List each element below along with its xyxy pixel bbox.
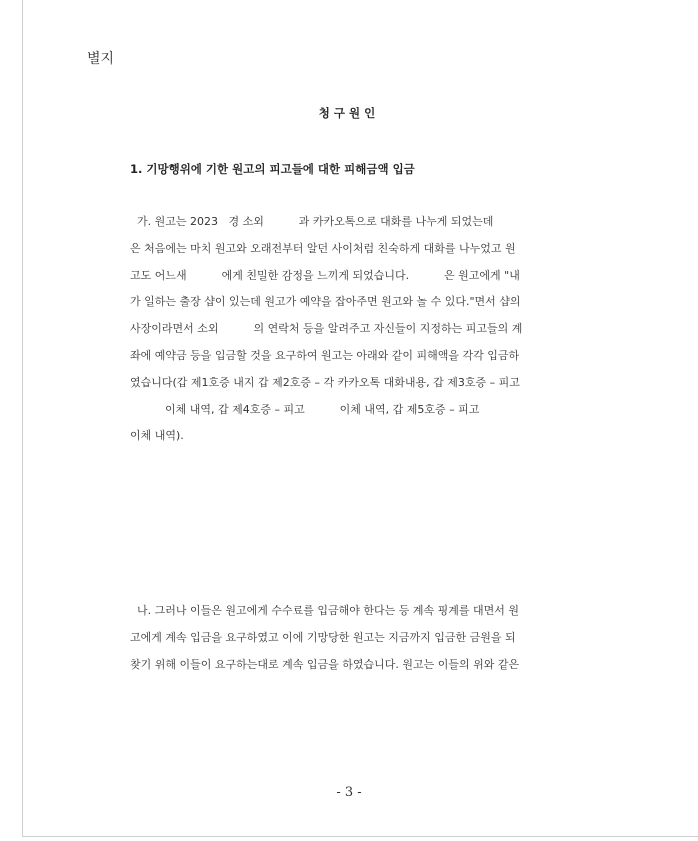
page-number: - 3 - bbox=[336, 785, 362, 800]
paragraph-line: 이체 내역). bbox=[130, 429, 184, 443]
paragraph-line: 이체 내역, 갑 제4호증 – 피고 이체 내역, 갑 제5호증 – 피고 bbox=[130, 402, 480, 416]
paragraph-line: 가. 원고는 2023 경 소외 과 카카오톡으로 대화를 나누게 되었는데 bbox=[130, 215, 494, 228]
paragraph-line: 나. 그러나 이들은 원고에게 수수료를 입금해야 한다는 등 계속 핑계를 대면서 원 bbox=[130, 604, 519, 617]
document-title: 청구원인 bbox=[318, 106, 380, 120]
paragraph-ga bbox=[130, 209, 578, 450]
paragraph-line: 고에게 계속 입금을 요구하였고 이에 기망당한 원고는 지금까지 입금한 금원을 되 bbox=[130, 630, 516, 644]
paragraph-line: 은 처음에는 마치 원고와 오래전부터 알던 사이처럼 친숙하게 대화를 나누었고 원 bbox=[130, 241, 516, 255]
paragraph-line: 였습니다(갑 제1호증 내지 갑 제2호증 – 각 카카오톡 대화내용, 갑 제3호증 – 피고 bbox=[130, 375, 520, 389]
paragraph-line: 좌에 예약금 등을 입금할 것을 요구하여 원고는 아래와 같이 피해액을 각각 입금하 bbox=[130, 348, 520, 362]
section-heading: 1. 기망행위에 기한 원고의 피고들에 대한 피해금액 입금 bbox=[130, 162, 415, 176]
paragraph-line: 가 일하는 출장 샵이 있는데 원고가 예약을 잡아주면 원고와 놀 수 있다."면서 샵의 bbox=[130, 295, 521, 309]
paragraph-line: 사장이라면서 소외 의 연락처 등을 알려주고 자신들이 지정하는 피고들의 계 bbox=[130, 322, 523, 336]
paragraph-line: 찾기 위해 이들이 요구하는대로 계속 입금을 하였습니다. 원고는 이들의 위와 같은 bbox=[130, 657, 520, 671]
paragraph-line: 고도 어느새 에게 친밀한 감정을 느끼게 되었습니다. 은 원고에게 "내 bbox=[130, 268, 520, 282]
paragraph-na bbox=[130, 598, 578, 678]
attachment-label: 별지 bbox=[87, 51, 115, 67]
